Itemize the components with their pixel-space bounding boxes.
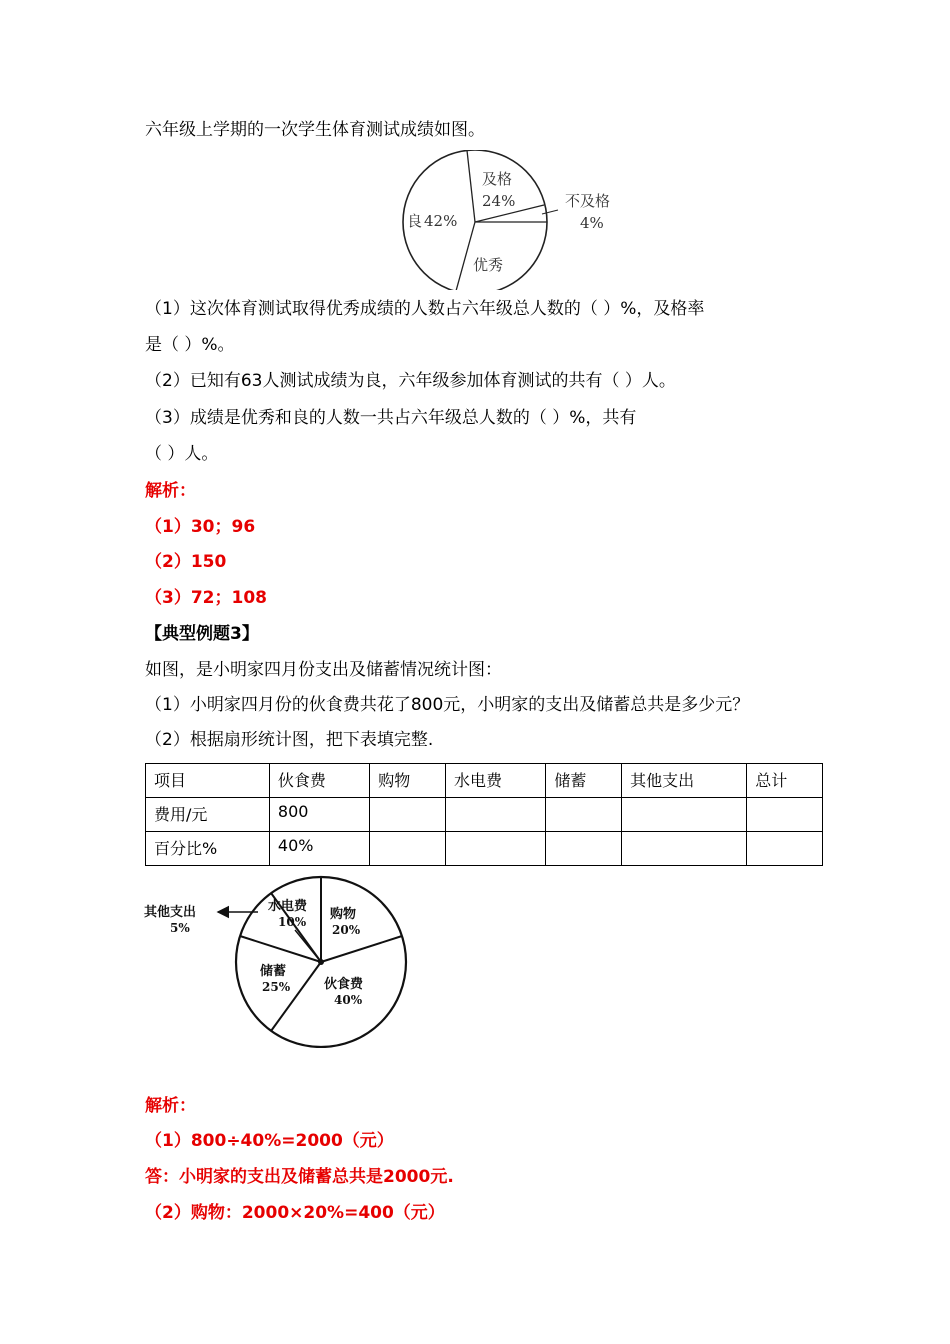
- pie-chart-test-scores: [400, 150, 660, 290]
- answer-2: （2）150: [145, 552, 227, 572]
- question-2: （2）已知有63人测试成绩为良，六年级参加体育测试的共有（ ）人。: [145, 371, 676, 391]
- table-cell: [747, 832, 823, 866]
- pie2-divider-left: [240, 936, 321, 962]
- table-cell: 其他支出: [622, 764, 747, 798]
- pie1-label-excellent: 优秀: [473, 256, 504, 274]
- table-row: [146, 832, 823, 866]
- table-cell: [370, 832, 446, 866]
- table-cell: 40%: [269, 832, 369, 866]
- analysis-2-title: 解析：: [145, 1096, 196, 1116]
- pie2-divider-right: [321, 936, 402, 962]
- pie1-value-fail: 4%: [580, 214, 604, 232]
- table-cell: [622, 798, 747, 832]
- question-3-line-1: （3）成绩是优秀和良的人数一共占六年级总人数的（ ）%，共有: [145, 408, 637, 428]
- table-cell: 百分比%: [146, 832, 270, 866]
- pie2-value-food: 40%: [334, 993, 363, 1007]
- answer-3: （3）72；108: [145, 588, 267, 608]
- solution-2: （2）购物：2000×20%=400（元）: [145, 1203, 445, 1223]
- solution-1-answer: 答：小明家的支出及储蓄总共是2000元.: [145, 1167, 454, 1187]
- table-cell: 800: [269, 798, 369, 832]
- table-cell: 购物: [370, 764, 446, 798]
- table-cell: 水电费: [446, 764, 546, 798]
- intro-text: 六年级上学期的一次学生体育测试成绩如图。: [145, 120, 485, 140]
- pie2-label-other: 其他支出: [144, 905, 197, 920]
- table-row: [146, 764, 823, 798]
- table-cell: 伙食费: [269, 764, 369, 798]
- pie2-label-utilities: 水电费: [268, 899, 308, 914]
- pie1-value-pass: 24%: [482, 192, 516, 210]
- pie1-label-fail: 不及格: [565, 192, 611, 210]
- pie1-callout-fail: [542, 210, 558, 214]
- table-cell: 储蓄: [546, 764, 622, 798]
- pie2-label-savings: 储蓄: [260, 964, 287, 979]
- table-cell: [546, 832, 622, 866]
- pie2-value-utilities: 10%: [278, 915, 307, 929]
- table-row: [146, 798, 823, 832]
- pie2-value-other: 5%: [170, 921, 190, 935]
- pie2-label-shopping: 购物: [330, 907, 357, 922]
- pie2-label-food: 伙食费: [324, 977, 364, 992]
- table-cell: 总计: [747, 764, 823, 798]
- table-cell: [370, 798, 446, 832]
- pie1-label-good: 良: [407, 212, 423, 230]
- example-question-2: （2）根据扇形统计图，把下表填完整.: [145, 730, 434, 750]
- example-question-1: （1）小明家四月份的伙食费共花了800元，小明家的支出及储蓄总共是多少元？: [145, 695, 750, 715]
- pie1-value-good: 42%: [424, 212, 458, 230]
- expense-table: [145, 763, 823, 866]
- solution-1: （1）800÷40%=2000（元）: [145, 1131, 394, 1151]
- table-cell: [622, 832, 747, 866]
- table-cell: [446, 798, 546, 832]
- table-cell: 费用/元: [146, 798, 270, 832]
- pie2-value-savings: 25%: [262, 980, 291, 994]
- question-3-line-2: （ ）人。: [145, 444, 219, 464]
- table-cell: 项目: [146, 764, 270, 798]
- example-title: 【典型例题3】: [145, 624, 259, 644]
- pie1-label-pass: 及格: [482, 170, 513, 188]
- table-cell: [446, 832, 546, 866]
- pie1-divider-pass: [467, 150, 475, 222]
- question-1-line-1: （1）这次体育测试取得优秀成绩的人数占六年级总人数的（ ）%，及格率: [145, 299, 705, 319]
- pie2-value-shopping: 20%: [332, 923, 361, 937]
- analysis-1-title: 解析：: [145, 481, 196, 501]
- example-intro: 如图，是小明家四月份支出及储蓄情况统计图：: [145, 660, 502, 680]
- pie-chart-expenses: [140, 868, 410, 1048]
- table-cell: [747, 798, 823, 832]
- answer-1: （1）30；96: [145, 517, 256, 537]
- question-1-line-2: 是（ ）%。: [145, 335, 235, 355]
- table-cell: [546, 798, 622, 832]
